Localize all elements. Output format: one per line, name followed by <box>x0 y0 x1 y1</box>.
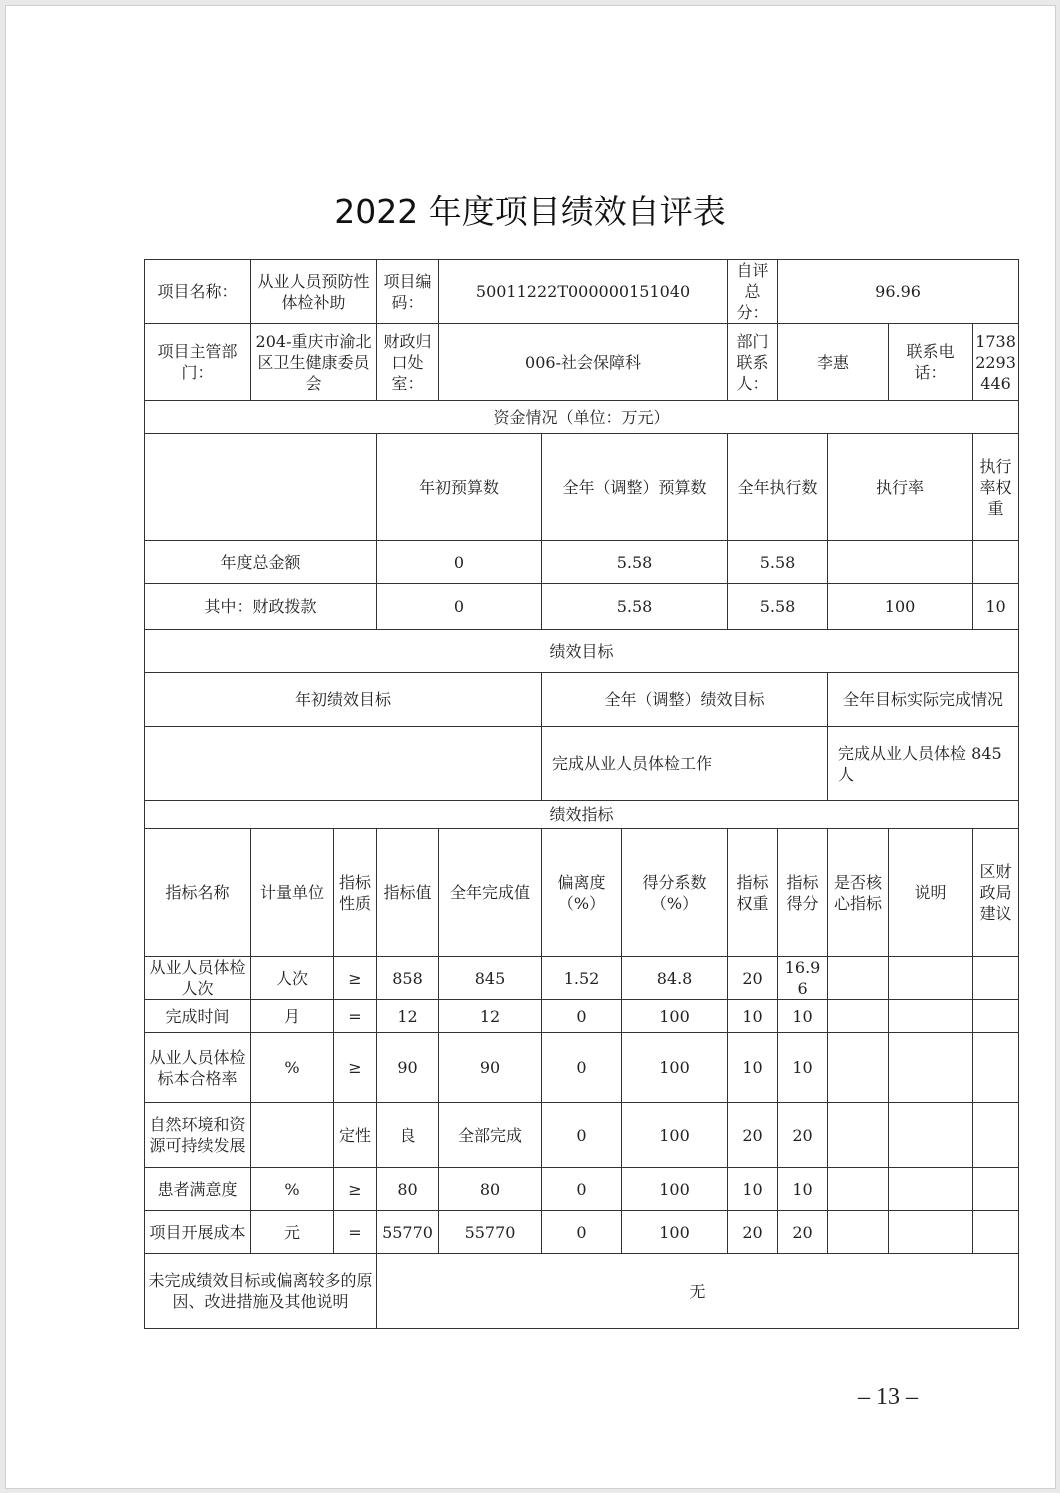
ind-core <box>828 1103 889 1168</box>
ind-advice <box>973 957 1019 1000</box>
funds-row-label: 其中：财政拨款 <box>145 584 377 630</box>
ind-name: 从业人员体检标本合格率 <box>145 1033 251 1103</box>
ind-deviation: 1.52 <box>542 957 622 1000</box>
funds-header-executed: 全年执行数 <box>728 434 828 541</box>
ind-weight: 10 <box>728 1168 778 1211</box>
ind-note <box>889 1211 973 1254</box>
ind-core <box>828 1033 889 1103</box>
ind-score: 20 <box>778 1211 828 1254</box>
ind-nature: = <box>334 1211 377 1254</box>
funds-section-title: 资金情况（单位：万元） <box>145 401 1019 434</box>
ind-weight: 20 <box>728 957 778 1000</box>
ind-note <box>889 1168 973 1211</box>
dept-label: 项目主管部门： <box>145 324 251 401</box>
remarks-label: 未完成绩效目标或偏离较多的原因、改进措施及其他说明 <box>145 1254 377 1329</box>
funds-header-initial-budget: 年初预算数 <box>377 434 542 541</box>
ind-nature: ≥ <box>334 1033 377 1103</box>
ind-name: 项目开展成本 <box>145 1211 251 1254</box>
ind-advice <box>973 1103 1019 1168</box>
ind-header: 指标值 <box>377 829 439 957</box>
ind-coefficient: 100 <box>622 1033 728 1103</box>
ind-score: 16.96 <box>778 957 828 1000</box>
funds-header-rate-weight: 执行率权重 <box>973 434 1019 541</box>
ind-target: 80 <box>377 1168 439 1211</box>
phone-label: 联系电话： <box>889 324 973 401</box>
ind-deviation: 0 <box>542 1211 622 1254</box>
ind-note <box>889 1000 973 1033</box>
ind-actual: 845 <box>439 957 542 1000</box>
ind-coefficient: 100 <box>622 1168 728 1211</box>
ind-header: 指标性质 <box>334 829 377 957</box>
table-row <box>145 1168 1019 1211</box>
dept-value: 204-重庆市渝北区卫生健康委员会 <box>251 324 377 401</box>
funds-cell: 5.58 <box>728 584 828 630</box>
ind-target: 55770 <box>377 1211 439 1254</box>
ind-actual: 90 <box>439 1033 542 1103</box>
ind-weight: 20 <box>728 1211 778 1254</box>
ind-core <box>828 1211 889 1254</box>
funds-cell: 5.58 <box>728 541 828 584</box>
ind-actual: 全部完成 <box>439 1103 542 1168</box>
ind-header: 全年完成值 <box>439 829 542 957</box>
ind-score: 10 <box>778 1033 828 1103</box>
ind-header: 得分系数（%） <box>622 829 728 957</box>
goals-initial-value <box>145 727 542 801</box>
ind-nature: ≥ <box>334 1168 377 1211</box>
ind-target: 90 <box>377 1033 439 1103</box>
ind-weight: 10 <box>728 1033 778 1103</box>
ind-header: 指标名称 <box>145 829 251 957</box>
ind-deviation: 0 <box>542 1168 622 1211</box>
ind-score: 10 <box>778 1000 828 1033</box>
funds-cell <box>828 541 973 584</box>
ind-advice <box>973 1168 1019 1211</box>
self-score-label: 自评总分： <box>728 260 778 324</box>
goals-section-title: 绩效目标 <box>145 630 1019 673</box>
ind-coefficient: 100 <box>622 1000 728 1033</box>
ind-name: 患者满意度 <box>145 1168 251 1211</box>
funds-cell: 5.58 <box>542 541 728 584</box>
ind-target: 858 <box>377 957 439 1000</box>
funds-cell: 0 <box>377 584 542 630</box>
contact-label: 部门联系人： <box>728 324 778 401</box>
funds-cell <box>973 541 1019 584</box>
ind-header: 指标权重 <box>728 829 778 957</box>
goals-actual-label: 全年目标实际完成情况 <box>828 673 1019 727</box>
finance-office-value: 006-社会保障科 <box>439 324 728 401</box>
ind-header: 偏离度（%） <box>542 829 622 957</box>
ind-deviation: 0 <box>542 1000 622 1033</box>
ind-coefficient: 84.8 <box>622 957 728 1000</box>
ind-score: 20 <box>778 1103 828 1168</box>
funds-row-label: 年度总金额 <box>145 541 377 584</box>
ind-name: 自然环境和资源可持续发展 <box>145 1103 251 1168</box>
ind-coefficient: 100 <box>622 1211 728 1254</box>
page-number: – 13 – <box>858 1384 918 1410</box>
ind-deviation: 0 <box>542 1103 622 1168</box>
ind-note <box>889 957 973 1000</box>
self-score-value: 96.96 <box>778 260 1019 324</box>
ind-header: 计量单位 <box>251 829 334 957</box>
ind-unit: % <box>251 1168 334 1211</box>
project-code-value: 50011222T000000151040 <box>439 260 728 324</box>
ind-deviation: 0 <box>542 1033 622 1103</box>
funds-header-exec-rate: 执行率 <box>828 434 973 541</box>
ind-weight: 10 <box>728 1000 778 1033</box>
project-name-value: 从业人员预防性体检补助 <box>251 260 377 324</box>
table-row <box>145 1000 1019 1033</box>
ind-unit: 月 <box>251 1000 334 1033</box>
ind-advice <box>973 1211 1019 1254</box>
ind-nature: 定性 <box>334 1103 377 1168</box>
ind-unit: % <box>251 1033 334 1103</box>
contact-value: 李惠 <box>778 324 889 401</box>
ind-target: 良 <box>377 1103 439 1168</box>
performance-evaluation-table <box>144 259 1019 1329</box>
funds-cell: 10 <box>973 584 1019 630</box>
project-code-label: 项目编码： <box>377 260 439 324</box>
ind-nature: = <box>334 1000 377 1033</box>
ind-coefficient: 100 <box>622 1103 728 1168</box>
ind-unit <box>251 1103 334 1168</box>
table-row <box>145 1033 1019 1103</box>
ind-actual: 80 <box>439 1168 542 1211</box>
phone-value: 17382293446 <box>973 324 1019 401</box>
ind-score: 10 <box>778 1168 828 1211</box>
ind-header: 区财政局建议 <box>973 829 1019 957</box>
funds-header-blank <box>145 434 377 541</box>
ind-name: 从业人员体检人次 <box>145 957 251 1000</box>
page-title: 2022 年度项目绩效自评表 <box>334 192 726 231</box>
remarks-value: 无 <box>377 1254 1019 1329</box>
table-row <box>145 957 1019 1000</box>
ind-unit: 元 <box>251 1211 334 1254</box>
ind-core <box>828 1000 889 1033</box>
indicators-section-title: 绩效指标 <box>145 801 1019 829</box>
goals-actual-value: 完成从业人员体检 845 人 <box>828 727 1019 801</box>
finance-office-label: 财政归口处室： <box>377 324 439 401</box>
ind-actual: 12 <box>439 1000 542 1033</box>
funds-header-adjusted-budget: 全年（调整）预算数 <box>542 434 728 541</box>
ind-note <box>889 1033 973 1103</box>
ind-nature: ≥ <box>334 957 377 1000</box>
ind-note <box>889 1103 973 1168</box>
ind-advice <box>973 1033 1019 1103</box>
goals-adjusted-value: 完成从业人员体检工作 <box>542 727 828 801</box>
ind-weight: 20 <box>728 1103 778 1168</box>
funds-cell: 5.58 <box>542 584 728 630</box>
ind-actual: 55770 <box>439 1211 542 1254</box>
ind-core <box>828 957 889 1000</box>
ind-header: 说明 <box>889 829 973 957</box>
ind-target: 12 <box>377 1000 439 1033</box>
funds-cell: 100 <box>828 584 973 630</box>
ind-unit: 人次 <box>251 957 334 1000</box>
funds-cell: 0 <box>377 541 542 584</box>
table-row <box>145 1211 1019 1254</box>
goals-adjusted-label: 全年（调整）绩效目标 <box>542 673 828 727</box>
ind-header: 指标得分 <box>778 829 828 957</box>
table-row <box>145 1103 1019 1168</box>
goals-initial-label: 年初绩效目标 <box>145 673 542 727</box>
ind-header: 是否核心指标 <box>828 829 889 957</box>
project-name-label: 项目名称： <box>145 260 251 324</box>
ind-name: 完成时间 <box>145 1000 251 1033</box>
ind-advice <box>973 1000 1019 1033</box>
ind-core <box>828 1168 889 1211</box>
